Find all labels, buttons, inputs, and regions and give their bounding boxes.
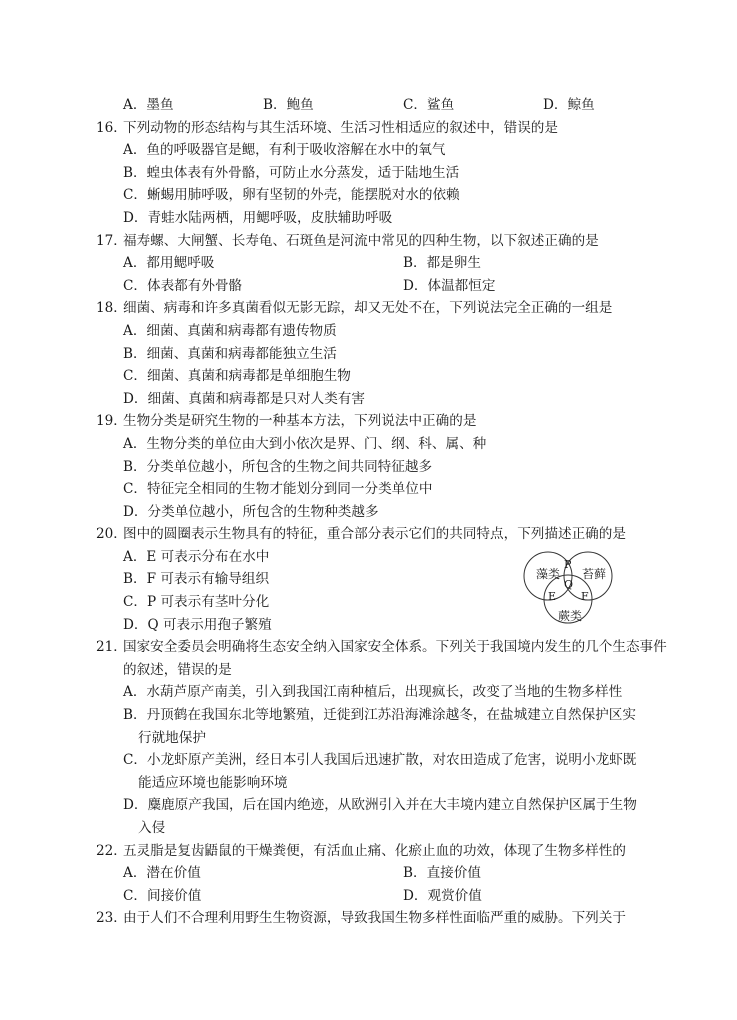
q19-option-c: C．特征完全相同的生物才能划分到同一分类单位中 — [123, 481, 433, 498]
q17-options-row2 — [96, 275, 656, 298]
q21-option-d: D．麋鹿原产我国，后在国内绝迹，从欧洲引入并在大丰境内建立自然保护区属于生物入侵 — [123, 797, 637, 836]
question-list — [96, 94, 667, 930]
q15-options — [96, 94, 656, 117]
q22-stem-text: 五灵脂是复齿鼯鼠的干燥粪便，有活血止痛、化瘀止血的功效，体现了生物多样性的 — [123, 842, 626, 859]
q19-number: 19． — [96, 413, 127, 430]
q18-stem-text: 细菌、病毒和许多真菌看似无影无踪，却又无处不在，下列说法完全正确的一组是 — [123, 300, 613, 317]
q21-stem — [96, 636, 668, 681]
q20-stem-text: 图中的圆圈表示生物具有的特征，重合部分表示它们的共同特点，下列描述正确的是 — [123, 526, 626, 543]
q16-number: 16． — [96, 119, 127, 136]
fern-label: 蕨类 — [558, 609, 583, 623]
q17-number: 17． — [96, 232, 127, 249]
q21-stem-text: 国家安全委员会明确将生态安全纳入国家安全体系。下列关于我国境内发生的几个生态事件的叙述，错误的是 — [123, 639, 667, 678]
q23-stem — [96, 907, 656, 930]
q18-option-a: A．细菌、真菌和病毒都有遗传物质 — [123, 322, 337, 339]
q21-option-c: C．小龙虾原产美洲，经日本引人我国后迅速扩散，对农田造成了危害，说明小龙虾既能适应环境也能影响环境 — [123, 752, 637, 791]
q20-stem — [96, 523, 656, 546]
q23-stem-text: 由于人们不合理利用野生生物资源，导致我国生物多样性面临严重的威胁。下列关于 — [123, 910, 626, 927]
q16-option-a: A．鱼的呼吸器官是鳃，有利于吸收溶解在水中的氧气 — [123, 142, 446, 159]
q19-stem-text: 生物分类是研究生物的一种基本方法，下列说法中正确的是 — [123, 413, 477, 430]
q20-venn-diagram — [518, 546, 622, 626]
q15-option-d: D．鲸鱼 — [543, 97, 595, 113]
q21-option-b: B．丹顶鹤在我国东北等地繁殖，迁徙到江苏沿海滩涂越冬，在盐城建立自然保护区实行就地保护 — [123, 707, 636, 746]
q18-number: 18． — [96, 300, 127, 317]
q22-options-row1 — [96, 862, 656, 885]
q20-option-c: C．P 可表示有茎叶分化 — [123, 594, 270, 611]
region-f-label: F — [581, 590, 589, 603]
q20-option-a: A．E 可表示分布在水中 — [123, 548, 270, 565]
q18-stem — [96, 297, 656, 320]
q17-option-a: A．都用鳃呼吸 — [123, 255, 215, 272]
algae-label: 藻类 — [536, 567, 561, 581]
q15-option-c: C．鲨鱼 — [403, 97, 455, 113]
q21-option-a: A．水葫芦原产南美，引入到我国江南种植后，出现疯长，改变了当地的生物多样性 — [123, 684, 623, 701]
q22-stem — [96, 840, 656, 863]
q22-options-row2 — [96, 885, 656, 908]
q22-option-c: C．间接价值 — [123, 887, 202, 904]
q21-number: 21． — [96, 639, 127, 656]
q15-option-b: B．鲍鱼 — [263, 97, 314, 113]
region-q-label: Q — [564, 578, 574, 591]
q18-option-d: D．细菌、真菌和病毒都是只对人类有害 — [123, 390, 365, 407]
q22-number: 22． — [96, 842, 127, 859]
moss-label: 苔藓 — [582, 567, 607, 581]
q17-option-c: C．体表都有外骨骼 — [123, 277, 243, 294]
q18-option-c: C．细菌、真菌和病毒都是单细胞生物 — [123, 368, 351, 385]
q16-stem-text: 下列动物的形态结构与其生活环境、生活习性相适应的叙述中，错误的是 — [123, 119, 558, 136]
region-p-label: P — [564, 558, 572, 571]
q18-option-b: B．细菌、真菌和病毒都能独立生活 — [123, 345, 337, 362]
q20-option-d: D．Q 可表示用孢子繁殖 — [123, 616, 272, 633]
q15-option-a: A．墨鱼 — [123, 97, 174, 113]
q22-option-a: A．潜在价值 — [123, 865, 201, 882]
q16-option-c: C．蜥蜴用肺呼吸，卵有坚韧的外壳，能摆脱对水的依赖 — [123, 187, 460, 204]
q17-option-d: D．体温都恒定 — [403, 277, 496, 294]
q23-number: 23． — [96, 910, 127, 927]
q17-options-row1 — [96, 252, 656, 275]
q17-stem-text: 福寿螺、大闸蟹、长寿龟、石斑鱼是河流中常见的四种生物，以下叙述正确的是 — [123, 232, 599, 249]
q22-option-b: B．直接价值 — [403, 865, 481, 882]
q19-stem — [96, 410, 656, 433]
q17-option-b: B．都是卵生 — [403, 255, 481, 272]
q20-number: 20． — [96, 526, 127, 543]
q19-option-d: D．分类单位越小，所包含的生物种类越多 — [123, 503, 379, 520]
q16-option-d: D．青蛙水陆两栖，用鳃呼吸，皮肤辅助呼吸 — [123, 209, 393, 226]
q20-option-b: B．F 可表示有输导组织 — [123, 571, 270, 588]
q17-stem — [96, 230, 656, 253]
region-e-label: E — [548, 590, 557, 603]
q22-option-d: D．观赏价值 — [403, 887, 482, 904]
q19-option-b: B．分类单位越小，所包含的生物之间共同特征越多 — [123, 458, 433, 475]
q16-option-b: B．蝗虫体表有外骨骼，可防止水分蒸发，适于陆地生活 — [123, 164, 460, 181]
q19-option-a: A．生物分类的单位由大到小依次是界、门、纲、科、属、种 — [123, 435, 487, 452]
q16-stem — [96, 117, 656, 140]
